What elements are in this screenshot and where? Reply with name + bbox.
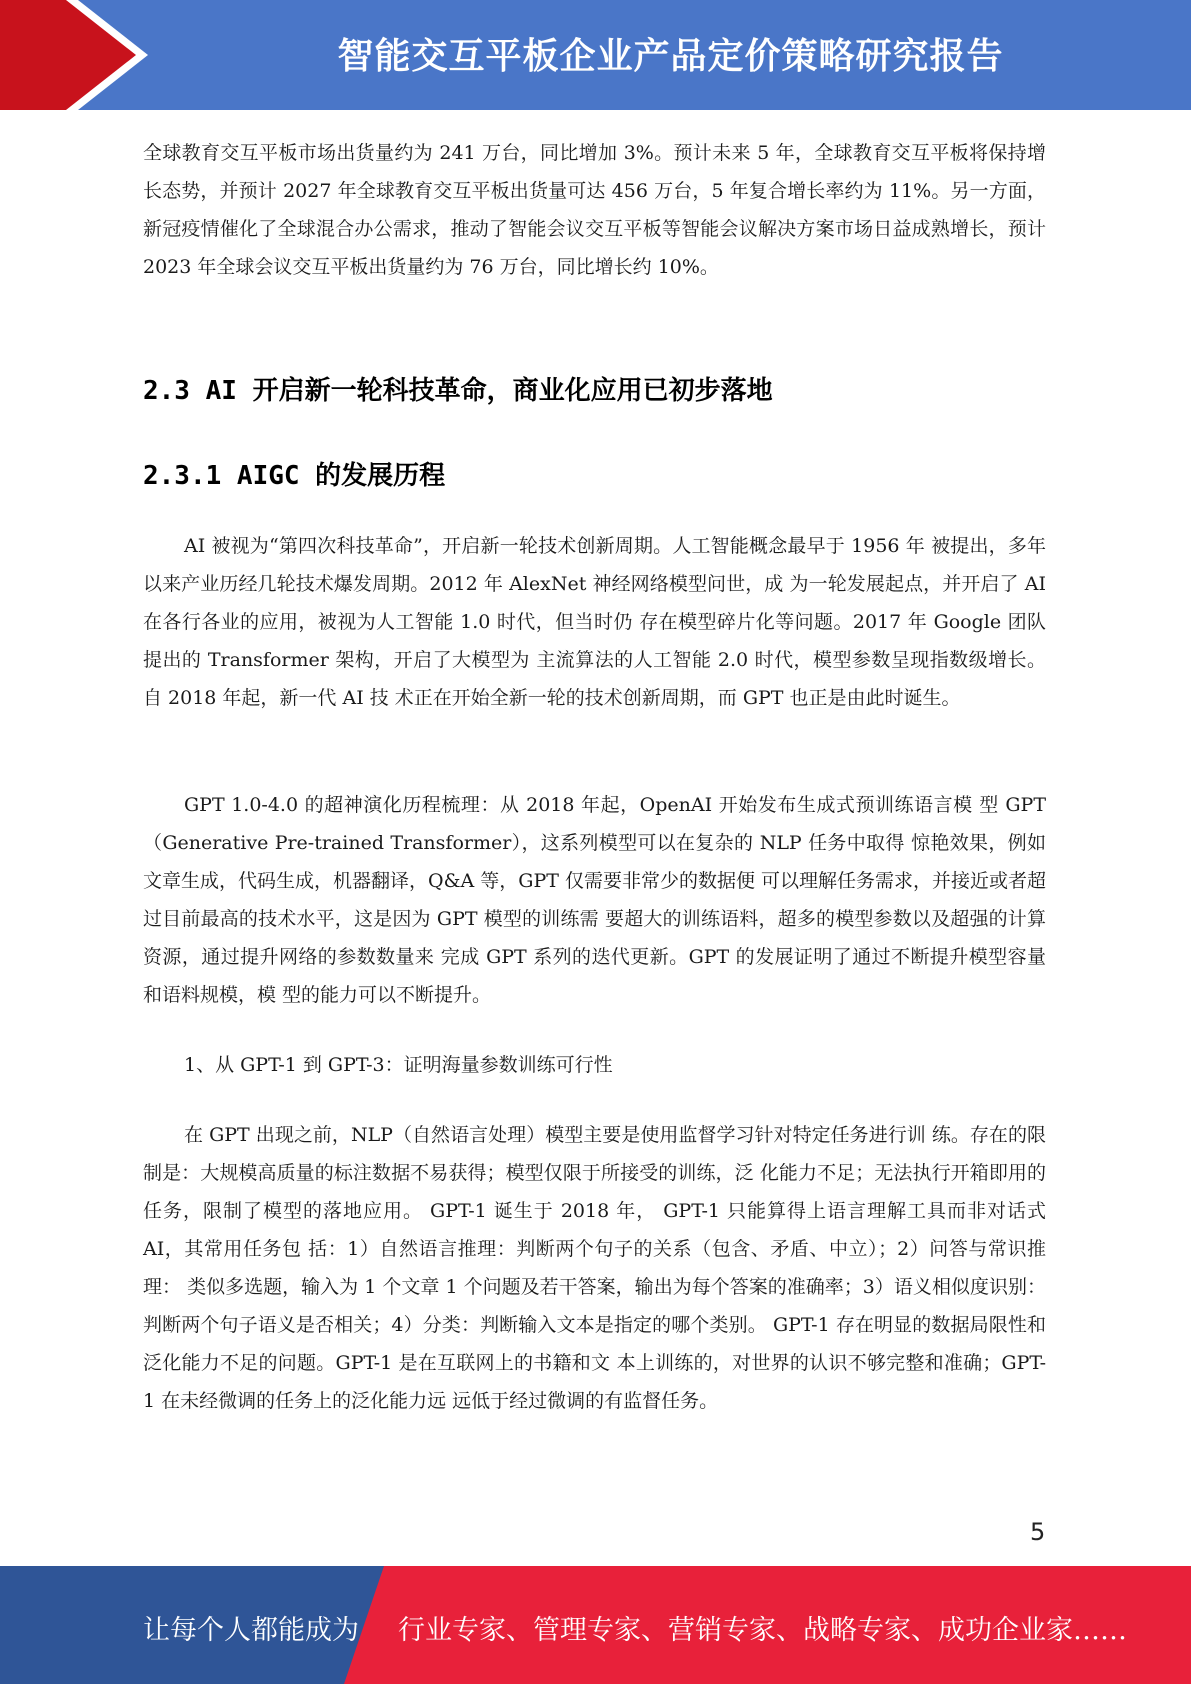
ai-paragraph-block xyxy=(143,527,1046,717)
gpt1-paragraph-block xyxy=(143,1116,1046,1420)
subsection-heading: 2.3.1 AIGC 的发展历程 xyxy=(143,461,446,491)
intro-paragraph: 全球教育交互平板市场出货量约为 241 万台，同比增加 3%。预计未来 5 年，全球教育交互平板将保持增长态势，并预计 2027 年全球教育交互平板出货量可达 456 万台，5 年复合增长率约为 11%。另一方面，新冠疫情催化了全球混合办公需求，推动了智能会议交互平板等智能会议解决方案市场日益成熟增长，预计 2023 年全球会议交互平板出货量约为 76 万台，同比增长约 10%。 xyxy=(143,142,1046,278)
footer-left-text: 让每个人都能成为 xyxy=(143,1615,359,1646)
gpt-paragraph-block xyxy=(143,786,1046,1014)
list-item-block xyxy=(143,1046,1046,1084)
page-number: 5 xyxy=(1030,1518,1046,1546)
footer-right-text: 行业专家、管理专家、营销专家、战略专家、成功企业家…… xyxy=(398,1615,1127,1646)
list-item-1: 1、从 GPT-1 到 GPT-3：证明海量参数训练可行性 xyxy=(184,1054,613,1076)
header-title: 智能交互平板企业产品定价策略研究报告 xyxy=(337,35,1004,77)
paragraph-gpt1: 在 GPT 出现之前，NLP（自然语言处理）模型主要是使用监督学习针对特定任务进行训 练。存在的限制是：大规模高质量的标注数据不易获得；模型仅限于所接受的训练，泛 化能力不足；无法执行开箱即用的任务，限制了模型的落地应用。 GPT-1 诞生于 2018 年， GPT-1 只能算得上语言理解工具而非对话式 AI，其常用任务包 括：1）自然语言推理：判断两个句子的关系（包含、矛盾、中立）；2）问答与常识推理： 类似多选题，输入为 1 个文章 1 个问题及若干答案，输出为每个答案的准确率；3）语义相似度识别：判断两个句子语义是否相关；4）分类：判断输入文本是指定的哪个类别。 GPT-1 存在明显的数据局限性和泛化能力不足的问题。GPT-1 是在互联网上的书籍和文 本上训练的，对世界的认识不够完整和准确；GPT-1 在未经微调的任务上的泛化能力远 远低于经过微调的有监督任务。 xyxy=(143,1124,1046,1412)
paragraph-gpt: GPT 1.0-4.0 的超神演化历程梳理：从 2018 年起，OpenAI 开始发布生成式预训练语言模 型 GPT（Generative Pre-trained Transformer），这系列模型可以在复杂的 NLP 任务中取得 惊艳效果，例如文章生成，代码生成，机器翻译，Q&A 等，GPT 仅需要非常少的数据便 可以理解任务需求，并接近或者超过目前最高的技术水平，这是因为 GPT 模型的训练需 要超大的训练语料，超多的模型参数以及超强的计算资源，通过提升网络的参数数量来 完成 GPT 系列的迭代更新。GPT 的发展证明了通过不断提升模型容量和语料规模，模 型的能力可以不断提升。 xyxy=(143,794,1046,1006)
page-header xyxy=(0,0,1191,110)
header-arrow-decoration xyxy=(0,0,160,110)
paragraph-ai: AI 被视为“第四次科技革命”，开启新一轮技术创新周期。人工智能概念最早于 1956 年 被提出，多年以来产业历经几轮技术爆发周期。2012 年 AlexNet 神经网络模型问世，成 为一轮发展起点，并开启了 AI 在各行各业的应用，被视为人工智能 1.0 时代，但当时仍 存在模型碎片化等问题。2017 年 Google 团队提出的 Transformer 架构，开启了大模型为 主流算法的人工智能 2.0 时代，模型参数呈现指数级增长。自 2018 年起，新一代 AI 技 术正在开始全新一轮的技术创新周期，而 GPT 也正是由此时诞生。 xyxy=(143,535,1046,709)
intro-block xyxy=(143,134,1046,286)
section-heading: 2.3 AI 开启新一轮科技革命，商业化应用已初步落地 xyxy=(143,376,773,406)
